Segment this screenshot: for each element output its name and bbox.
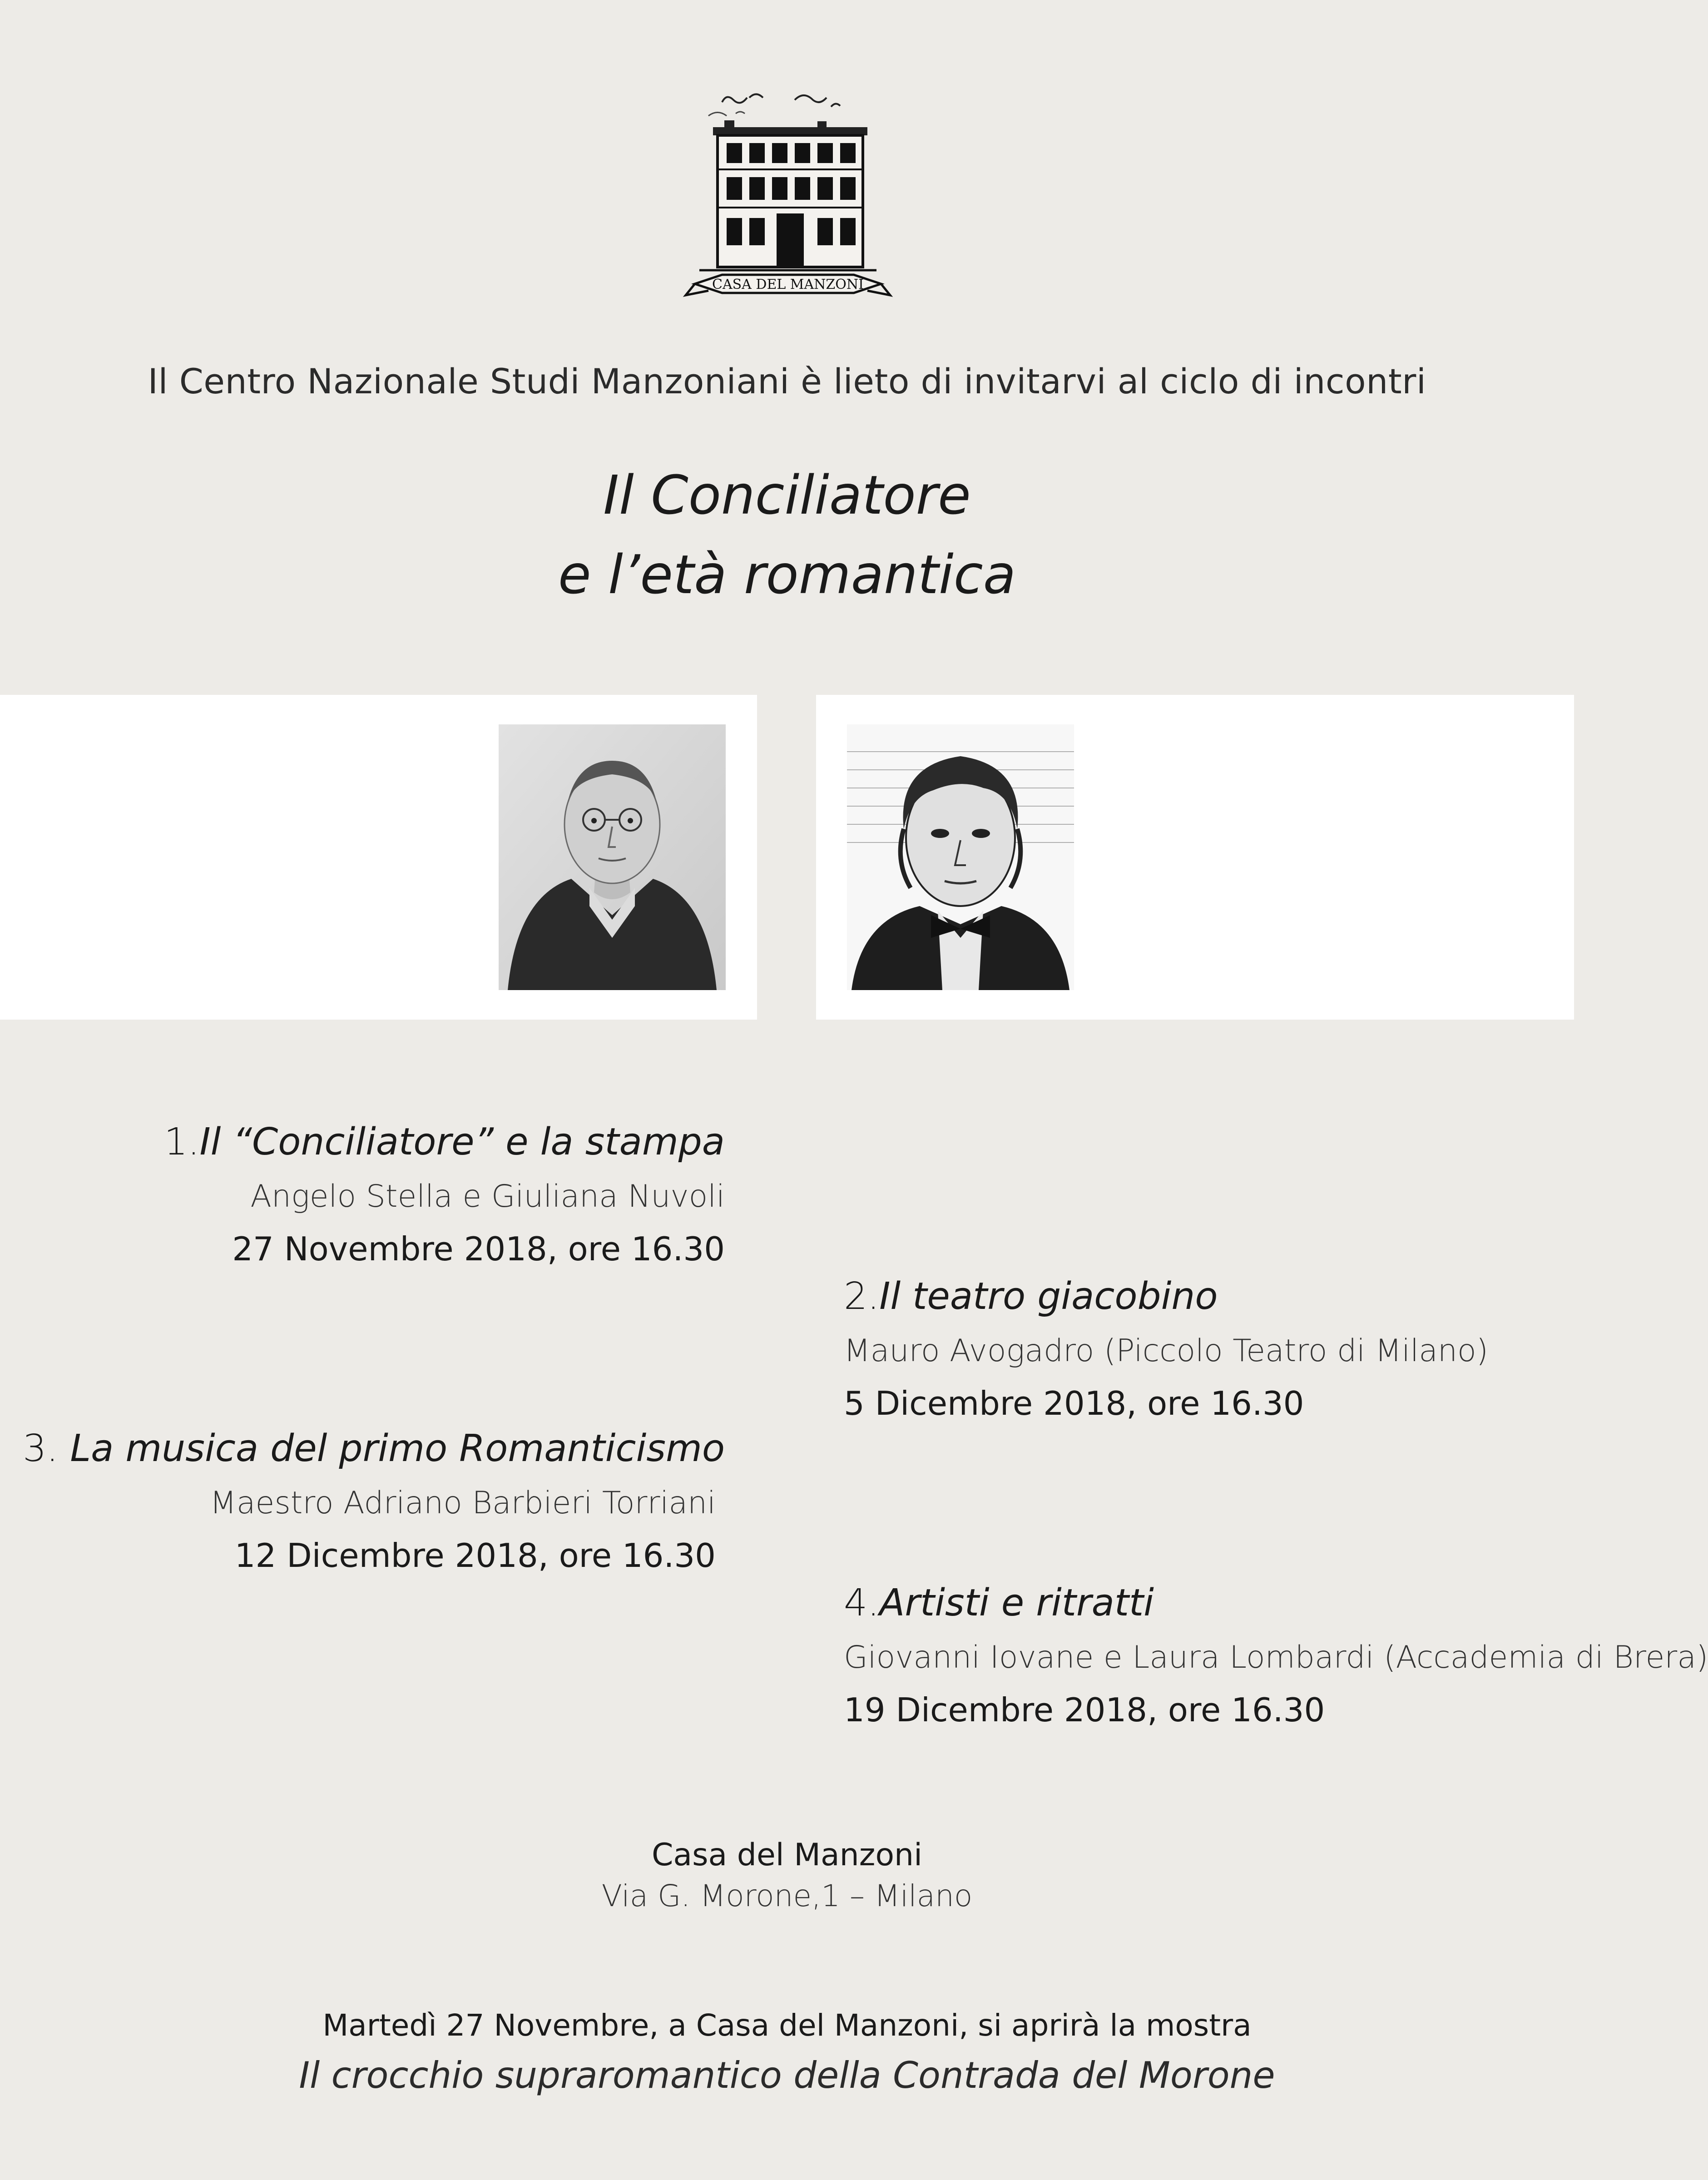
event-4-speakers: Giovanni Iovane e Laura Lombardi (Accademia di Brera) <box>844 1640 1708 1675</box>
event-1-datetime: 27 Novembre 2018, ore 16.30 <box>232 1230 725 1268</box>
event-3-heading <box>23 1424 725 1474</box>
venue-name: Casa del Manzoni <box>651 1837 923 1873</box>
event-1-speakers: Angelo Stella e Giuliana Nuvoli <box>250 1179 725 1214</box>
event-4-heading <box>844 1578 1154 1628</box>
casa-del-manzoni-logo <box>681 89 895 316</box>
event-3-title: La musica del primo Romanticismo <box>70 1427 725 1470</box>
event-2-heading <box>844 1272 1218 1322</box>
intro-text: Il Centro Nazionale Studi Manzoniani è lieto di invitarvi al ciclo di incontri <box>148 361 1426 401</box>
event-1-heading <box>164 1117 725 1167</box>
logo-ribbon-text: CASA DEL MANZONI <box>712 277 864 292</box>
venue-address: Via G. Morone,1 – Milano <box>601 1878 973 1913</box>
event-3-number: 3. <box>23 1427 59 1470</box>
event-title-line1: Il Conciliatore <box>603 464 971 526</box>
event-title-line2: e l’età romantica <box>558 543 1016 606</box>
event-1-number: 1. <box>164 1120 200 1164</box>
portrait-man-with-bowtie <box>847 724 1074 990</box>
exhibition-title: Il crocchio supraromantico della Contrada del Morone <box>299 2054 1275 2096</box>
event-3-datetime: 12 Dicembre 2018, ore 16.30 <box>234 1536 716 1575</box>
event-4-title: Artisti e ritratti <box>879 1581 1154 1625</box>
event-4-datetime: 19 Dicembre 2018, ore 16.30 <box>844 1691 1325 1729</box>
event-2-number: 2. <box>844 1275 880 1318</box>
event-2-title: Il teatro giacobino <box>879 1275 1218 1318</box>
event-1-title: Il “Conciliatore” e la stampa <box>199 1120 725 1164</box>
event-2-datetime: 5 Dicembre 2018, ore 16.30 <box>844 1384 1304 1422</box>
event-4-number: 4. <box>844 1581 880 1625</box>
portrait-bespectacled-man <box>499 724 726 990</box>
exhibition-announcement: Martedì 27 Novembre, a Casa del Manzoni, si aprirà la mostra <box>322 2008 1252 2043</box>
event-3-speakers: Maestro Adriano Barbieri Torriani <box>210 1485 716 1521</box>
event-2-speakers: Mauro Avogadro (Piccolo Teatro di Milano) <box>844 1333 1489 1369</box>
